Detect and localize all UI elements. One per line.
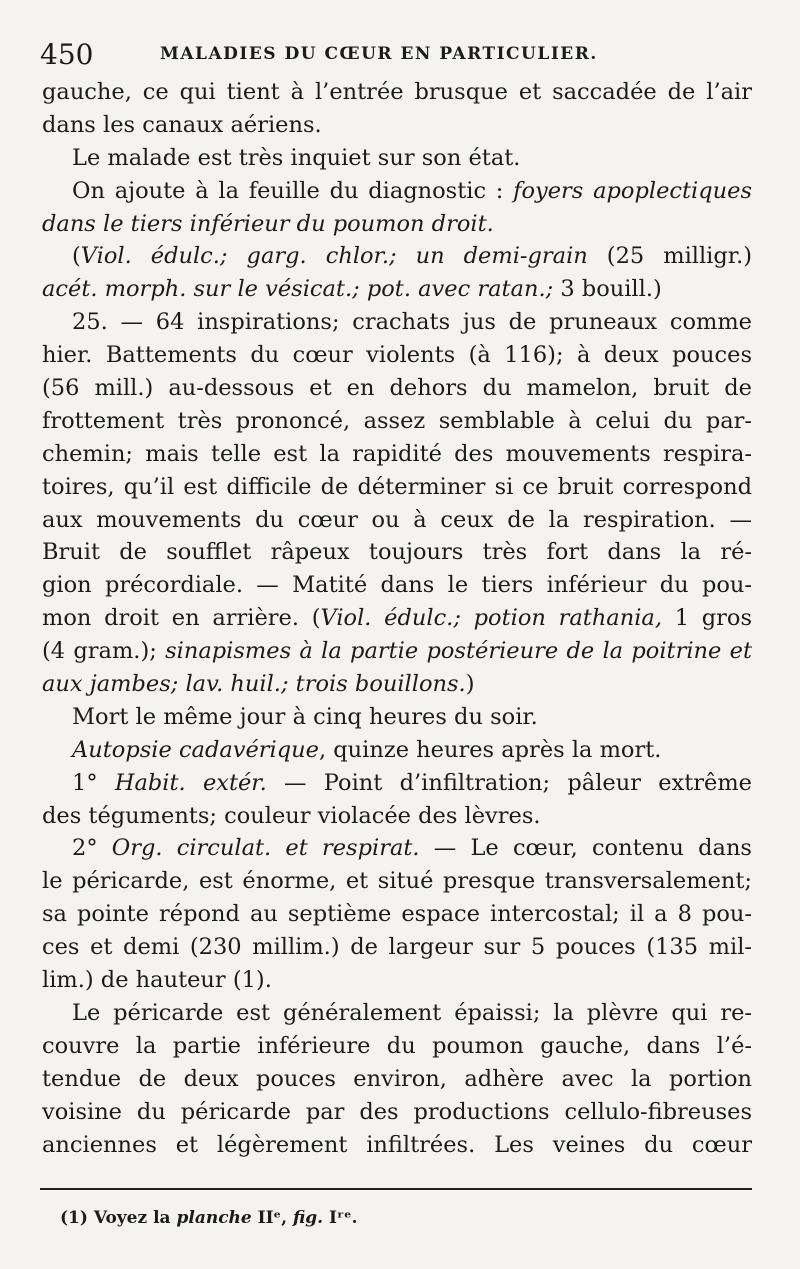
footnote-rest: IIᵉ, [251,1208,293,1228]
line-text: chemin; mais telle est la rapidité des mouvements respira- [42,440,752,467]
line-tail: , quinze heures après la mort. [318,736,662,763]
text-line [42,800,752,833]
text-line [42,208,752,241]
text-line [42,767,752,800]
line-text: (4 gram.); [42,638,166,665]
text-line [42,438,752,471]
line-text: le péricarde, est énorme, et situé presque transversalement; [42,868,752,895]
text-line [42,1030,752,1063]
page-number: 450 [40,38,94,71]
text-line [42,504,752,537]
text-line [42,734,752,767]
line-tail: 3 bouill.) [553,276,662,303]
text-line [42,339,752,372]
text-line [42,142,752,175]
line-text: lim.) de hauteur (1). [42,967,272,994]
line-tail: (25 milligr.) [587,243,752,270]
footnote-italic-2: fig. [292,1208,324,1228]
text-line [42,668,752,701]
footnote-marker: (1) Voyez la [60,1208,177,1228]
line-italic: Org. circulat. et respirat. [111,835,420,862]
text-line [42,997,752,1030]
text-line [42,372,752,405]
text-line [42,1096,752,1129]
text-line [42,865,752,898]
line-text: voisine du péricarde par des productions cellulo-fibreuses [42,1098,752,1125]
line-italic: acét. morph. sur le vésicat.; pot. avec ratan.; [42,276,554,303]
line-text: Mort le même jour à cinq heures du soir. [72,703,538,730]
line-text: ces et demi (230 millim.) de largeur sur 5 pouces (135 mil- [42,934,752,961]
line-italic: Habit. extér. [114,769,267,796]
line-italic: sinapismes à la partie postérieure de la poitrine et [165,638,752,665]
line-text: On ajoute à la feuille du diagnostic : [72,177,514,204]
line-text: (56 mill.) au-dessous et en dehors du mamelon, bruit de [42,375,752,402]
text-line [42,471,752,504]
text-line [42,569,752,602]
line-text: ( [72,243,81,270]
line-tail: — Point d’infiltration; pâleur extrême [266,769,752,796]
text-line [42,175,752,208]
line-italic: Autopsie cadavérique [72,736,319,763]
line-text: couvre la partie inférieure du poumon gauche, dans l’é- [42,1032,752,1059]
text-line [42,931,752,964]
line-text: gion précordiale. — Matité dans le tiers inférieur du pou- [42,572,752,599]
line-text: Bruit de soufflet râpeux toujours très fort dans la ré- [42,539,752,566]
page-header [40,38,760,78]
line-italic: dans le tiers inférieur du poumon droit. [42,210,494,237]
line-text: 1° [72,769,115,796]
line-text: hier. Battements du cœur violents (à 116); à deux pouces [42,342,752,369]
footnote [60,1208,357,1228]
line-text: sa pointe répond au septième espace intercostal; il a 8 pou- [42,901,752,928]
line-text: frottement très prononcé, assez semblable à celui du par- [42,407,752,434]
text-line [42,536,752,569]
text-line [42,635,752,668]
line-italic: Viol. édulc.; garg. chlor.; un demi-grain [80,243,588,270]
line-text: des téguments; couleur violacée des lèvres. [42,802,541,829]
text-line [42,240,752,273]
line-text: toires, qu’il est difficile de déterminer si ce bruit correspond [42,473,752,500]
footnote-end: Iʳᵉ. [323,1208,358,1228]
line-tail: — Le cœur, contenu dans [419,835,752,862]
line-italic: Viol. édulc.; potion rathania, [320,605,662,632]
line-text: mon droit en arrière. ( [42,605,321,632]
text-line [42,602,752,635]
line-italic: aux jambes; lav. huil.; trois bouillons. [42,671,466,698]
body-text [42,76,752,1161]
line-text: tendue de deux pouces environ, adhère avec la portion [42,1065,752,1092]
line-tail: ) [465,671,475,698]
line-tail: 1 gros [661,605,752,632]
text-line [42,76,752,109]
line-text: aux mouvements du cœur ou à ceux de la respiration. — [42,506,752,533]
line-text: anciennes et légèrement infiltrées. Les veines du cœur [42,1131,752,1158]
text-line [42,964,752,997]
line-italic: foyers apoplectiques [513,177,752,204]
line-text: 2° [72,835,112,862]
footnote-rule [40,1188,752,1190]
text-line [42,405,752,438]
text-line [42,306,752,339]
line-text: Le malade est très inquiet sur son état. [72,144,521,171]
text-line [42,273,752,306]
line-text: dans les canaux aériens. [42,111,322,138]
line-text: 25. — 64 inspirations; crachats jus de pruneaux comme [72,309,752,336]
text-line [42,832,752,865]
text-line [42,898,752,931]
running-title: MALADIES DU CŒUR EN PARTICULIER. [160,44,598,64]
text-line [42,109,752,142]
line-text: gauche, ce qui tient à l’entrée brusque et saccadée de l’air [42,79,752,105]
footnote-italic: planche [176,1208,252,1228]
text-line [42,701,752,734]
text-line [42,1063,752,1096]
text-line [42,1129,752,1162]
line-text: Le péricarde est généralement épaissi; la plèvre qui re- [72,999,752,1026]
